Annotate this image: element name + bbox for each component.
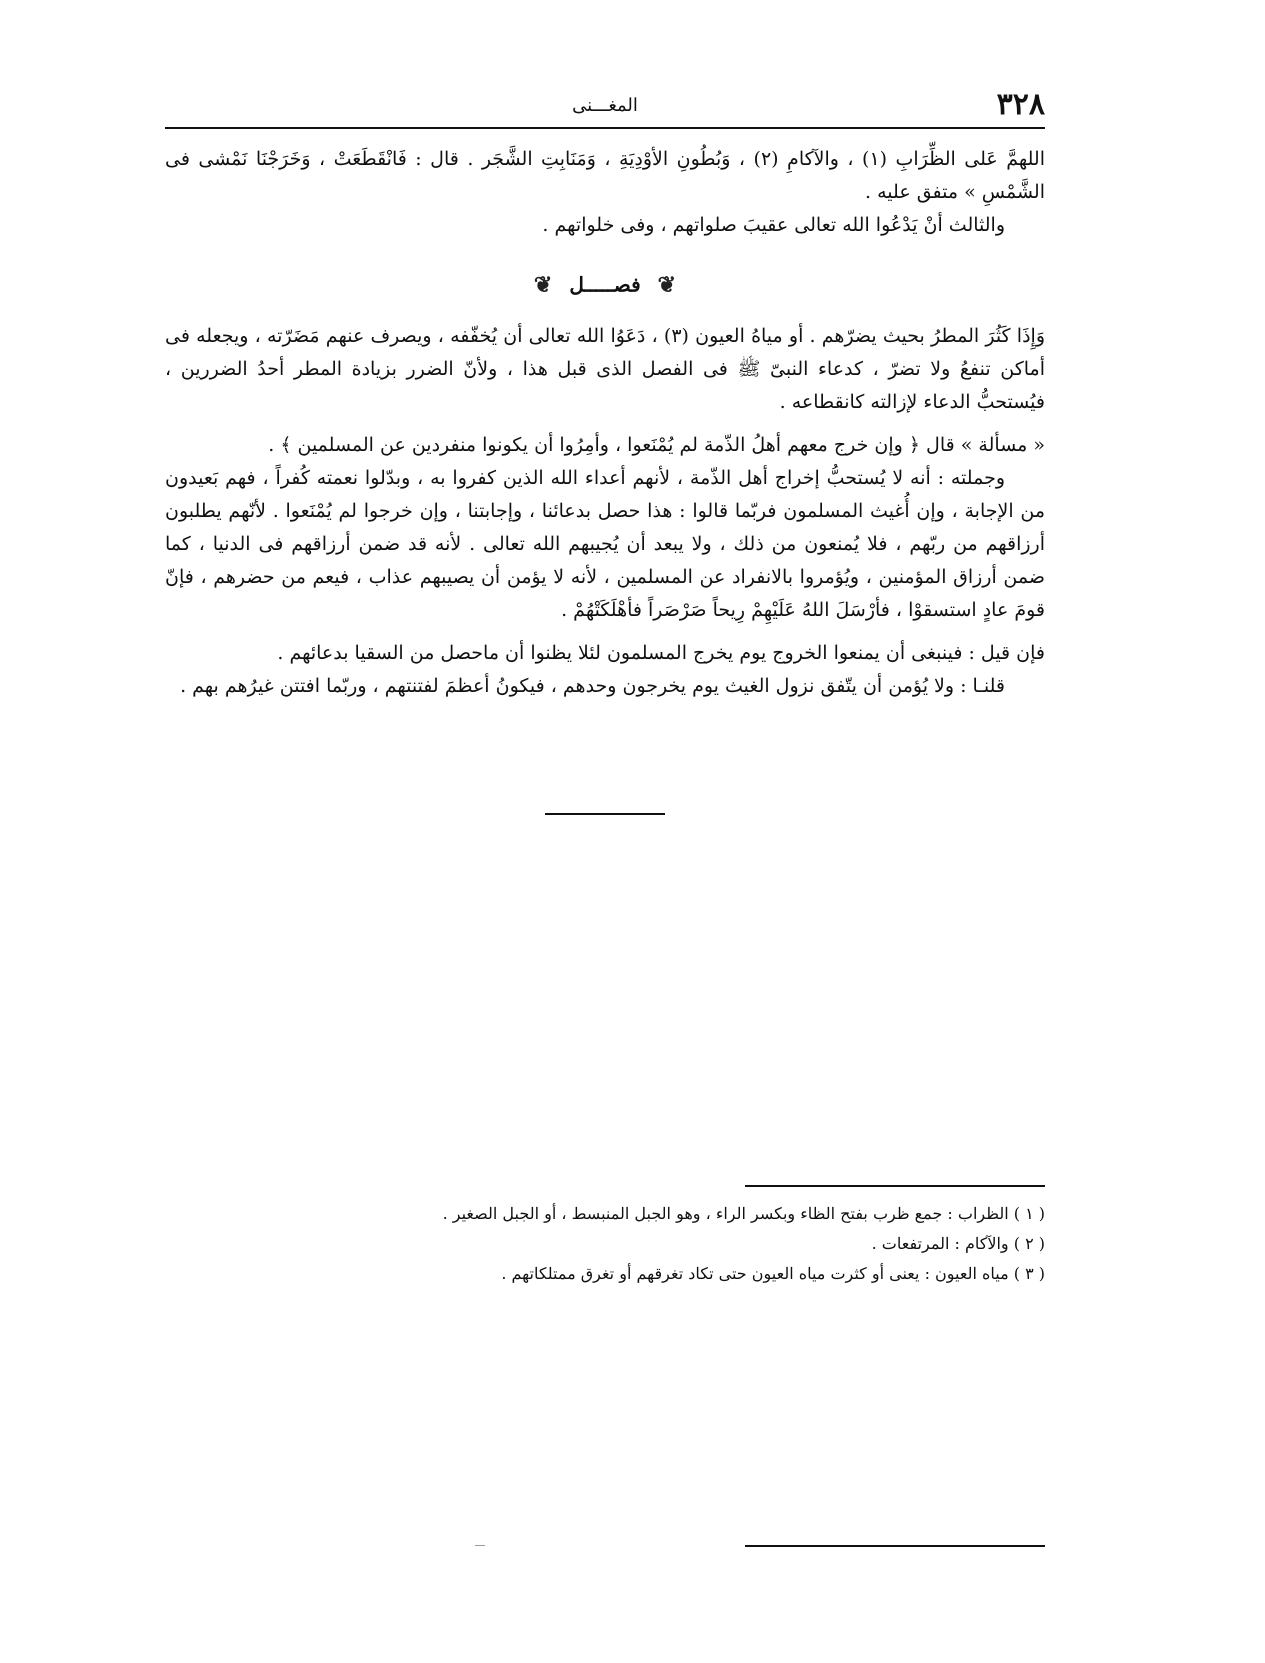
running-title: المغـــنى [572,95,638,116]
book-page [165,85,1045,1645]
paragraph-third-point: والثالث أنْ يَدْعُوا الله تعالى عقيبَ صلواتهم ، وفى خلواتهم . [542,214,1005,236]
page-number: ٣٢٨ [996,87,1045,122]
paragraph-reply: قلنـا : ولا يُؤمن أن يتّفق نزول الغيث يوم يخرجون وحدهم ، فيكونُ أعظمَ لفتنتهم ، وربّما افتتن غيرُهم بهم . [180,674,1005,697]
section-heading [165,266,1045,302]
paragraph-objection: فإن قيل : فينبغى أن يمنعوا الخروج يوم يخرج المسلمون لئلا يظنوا أن ماحصل من السقيا بدعائهم . [277,641,1045,664]
paragraph-masala: « مسألة » قال ﴿ وإن خرج معهم أهلُ الذّمة لم يُمْنَعوا ، وأمِرُوا أن يكونوا منفردين عن المسلمين ﴾ . [268,433,1045,456]
header-rule [165,127,1045,129]
ornament-left-icon: ❦ [533,271,553,298]
bottom-rule [745,1545,1045,1547]
footnote-3: ( ٣ ) مياه العيون : يعنى أو كثرت مياه العيون حتى تكاد تغرقهم أو تغرق ممتلكاتهم . [501,1264,1045,1283]
paragraph-explanation: وجملته : أنه لا يُستحبُّ إخراج أهل الذّمة ، لأنهم أعداء الله الذين كفروا به ، وبدّلوا نعمته كُفراً ، فهم بَعيدون من الإجابة ، وإن أُغيث المسلمون فربّما قالوا : هذا حصل بدعائنا ، وإجابتنا ، وإن خرجوا لم يُمْنَعوا . لأنّهم يطلبون أرزاقهم من ربّهم ، فلا يُمنعون من ذلك ، ولا يبعد أن يُجيبهم الله تعالى . لأنه قد ضمن أرزاقهم فى الدنيا ، كما ضمن أرزاق المؤمنين ، ويُؤمروا بالانفراد عن المسلمين ، لأنه لا يؤمن أن يصيبهم عذاب ، فيعم من حضرهم ، فإنّ قومَ عادٍ استسقوْا ، فأرْسَلَ اللهُ عَلَيْهِمْ رِيحاً صَرْصَراً فأهْلَكَتْهُمْ . [165,466,1045,621]
paragraph-excess-rain: وَإِذَا كَثُرَ المطرُ بحيث يضرّهم . أو مياهُ العيون (٣) ، دَعَوُا الله تعالى أن يُخفّفه ، ويصرف عنهم مَضَرّته ، ويجعله فى أماكن تنفعُ ولا تضرّ ، كدعاء النبىّ ﷺ فى الفصل الذى قبل هذا ، ولأنّ الضرر بزيادة المطر أحدُ الضررين ، فيُستحبُّ الدعاء لإزالته كانقطاعه . [165,324,1045,413]
paragraph-hadith-ending: اللهمَّ عَلى الظِّرَابِ (١) ، والآكامِ (٢) ، وَبُطُونِ الأوْدِيَةِ ، وَمَنَابِتِ الشَّجَر . قال : فَانْقَطَعَتْ ، وَخَرَجْنَا نَمْشى فى الشَّمْسِ » متفق عليه . [165,148,1046,203]
footnotes [165,1185,1045,1289]
footnote-rule [745,1185,1045,1187]
body-text [165,143,1045,815]
footnote-1: ( ١ ) الظراب : جمع ظرب بفتح الظاء وبكسر الراء ، وهو الجبل المنبسط ، أو الجبل الصغير . [442,1204,1045,1223]
page-header [165,85,1045,125]
end-of-text-rule [545,813,665,815]
bottom-mark [475,1545,485,1546]
section-title: فصـــــل [569,272,641,297]
footnote-2: ( ٢ ) والآكام : المرتفعات . [871,1234,1045,1253]
ornament-right-icon: ❦ [657,271,677,298]
